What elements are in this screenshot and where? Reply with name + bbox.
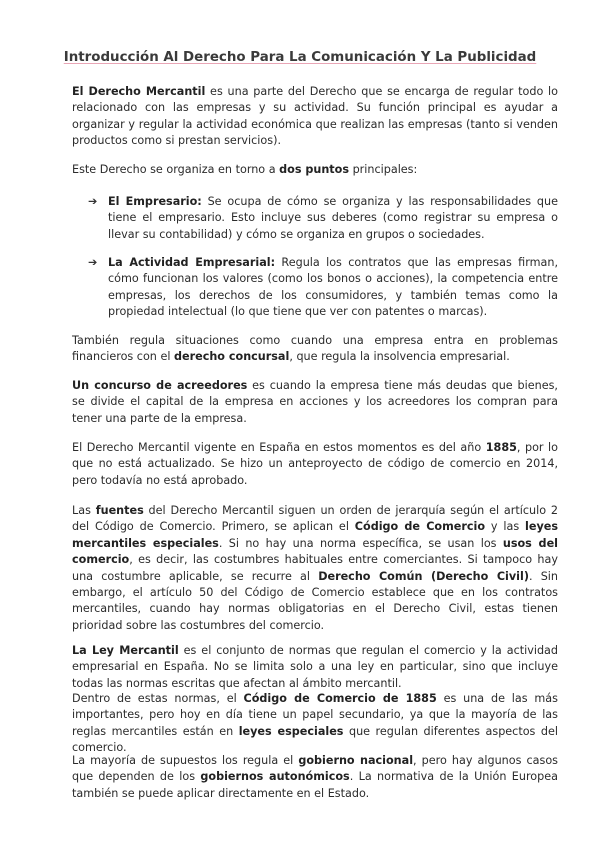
text-run: , pero hay algunos casos que dependen de los [72,754,559,784]
arrow-icon: ➔ [88,256,98,269]
bold-text: derecho concursal [174,350,290,364]
text-run: También regula situaciones como cuando una empresa entra en problemas financieros con el [72,334,558,364]
text-run: es cuando la empresa tiene más deudas que bienes, se divide el capital de la empresa en acciones y los acreedores los compran para tener una parte de la empresa. [72,379,558,425]
text-run: Introducción Al Derecho Para La Comunicación Y La Publicidad [63,50,537,65]
paragraph-fuentes [72,503,558,634]
page-title [0,50,600,65]
text-run: . Si no hay una norma específica, se usan los [218,536,503,550]
arrow-icon: ➔ [88,195,98,208]
paragraph-1885 [72,440,558,489]
text-run: Dentro de estas normas, el [72,692,244,705]
text-run: , que regula la insolvencia empresarial. [289,350,510,364]
text-run: del Derecho Mercantil siguen un orden de jerarquía según el artículo 2 del Código de Comercio. Primero, se aplican el [72,504,558,534]
text-run: La mayoría de supuestos los regula el [72,754,299,767]
bold-text: Derecho Común (Derecho Civil) [318,569,529,583]
bold-text: El Empresario: [108,195,202,208]
paragraph-derecho-mercantil [72,84,558,150]
text-run: Este Derecho se organiza en torno a [72,163,280,176]
bold-text: La Actividad Empresarial: [108,256,276,269]
bold-text: Código de Comercio [354,520,486,534]
paragraph-ley-mercantil [72,643,558,692]
bold-text: leyes mercantiles especiales [72,520,559,550]
bold-text: El Derecho Mercantil [72,85,206,98]
bold-text: gobiernos autonómicos [200,770,350,784]
paragraph-derecho-concursal [72,333,558,366]
text-run: Se ocupa de cómo se organiza y las responsabilidades que tiene el empresario. Esto incluye sus deberes (como registrar su empresa o llevar su contabilidad) y cómo se organiza en grupos o sociedades. [108,195,558,241]
bold-text: fuentes [95,504,144,517]
text-run: es una de las más importantes, pero hoy en día tiene un papel secundario, ya que la mayoría de las reglas mercantiles están en [72,692,558,738]
bold-text: Un concurso de acreedores [72,379,248,392]
text-run: es una parte del Derecho que se encarga de regular todo lo relacionado con las empresas y su actividad. Su función principal es ayudar a organizar y regular la actividad económica que realizan las empresas (tanto si venden productos como si prestan servicios). [72,85,558,148]
text-run: . La normativa de la Unión Europea también se puede aplicar directamente en el Estado. [72,770,558,800]
text-run: , por lo que no está actualizado. Se hizo un anteproyecto de código de comercio en 2014, pero todavía no está aprobado. [72,441,558,487]
paragraph-concurso-acreedores [72,378,558,427]
text-run: . Sin embargo, el artículo 50 del Código de Comercio establece que en los contratos mercantiles, cuando hay normas obligatorias en el Derecho Civil, estas tienen prioridad sobre las costumbres del comercio. [72,569,558,632]
bold-text: 1885 [485,441,517,454]
text-run: y las [485,520,526,534]
bullet-el-empresario [88,194,558,243]
paragraph-dos-puntos [72,162,558,178]
text-run: es el conjunto de normas que regulan el comercio y la actividad empresarial en España. No se limita solo a una ley en particular, sino que incluye todas las normas escritas que afectan al ámbito mercantil. [72,644,558,690]
text-run: El Derecho Mercantil vigente en España en estos momentos es del año [72,441,486,454]
text-run: principales: [349,163,418,176]
bold-text: La Ley Mercantil [72,644,179,657]
bold-text: Código de Comercio de 1885 [243,692,437,705]
text-run: Las [72,504,96,517]
text-run: que regulan diferentes aspectos del comercio. [72,724,558,755]
bold-text: usos del comercio [72,536,558,567]
bold-text: leyes especiales [238,724,344,738]
text-run: , es decir, las costumbres habituales entre comerciantes. Si tampoco hay una costumbre aplicable, se recurre al [72,553,558,583]
text-run: Regula los contratos que las empresas firman, cómo funcionan los valores (como los bonos o acciones), la competencia entre empresas, los derechos de los consumidores, y también temas como la propiedad intelectual (lo que tiene que ver con patentes o marcas). [108,256,559,319]
bold-text: dos puntos [279,163,350,176]
paragraph-gobiernos [72,753,558,802]
paragraph-codigo-comercio [72,691,558,757]
bullet-actividad-empresarial [88,255,558,321]
bold-text: gobierno nacional [298,754,414,767]
